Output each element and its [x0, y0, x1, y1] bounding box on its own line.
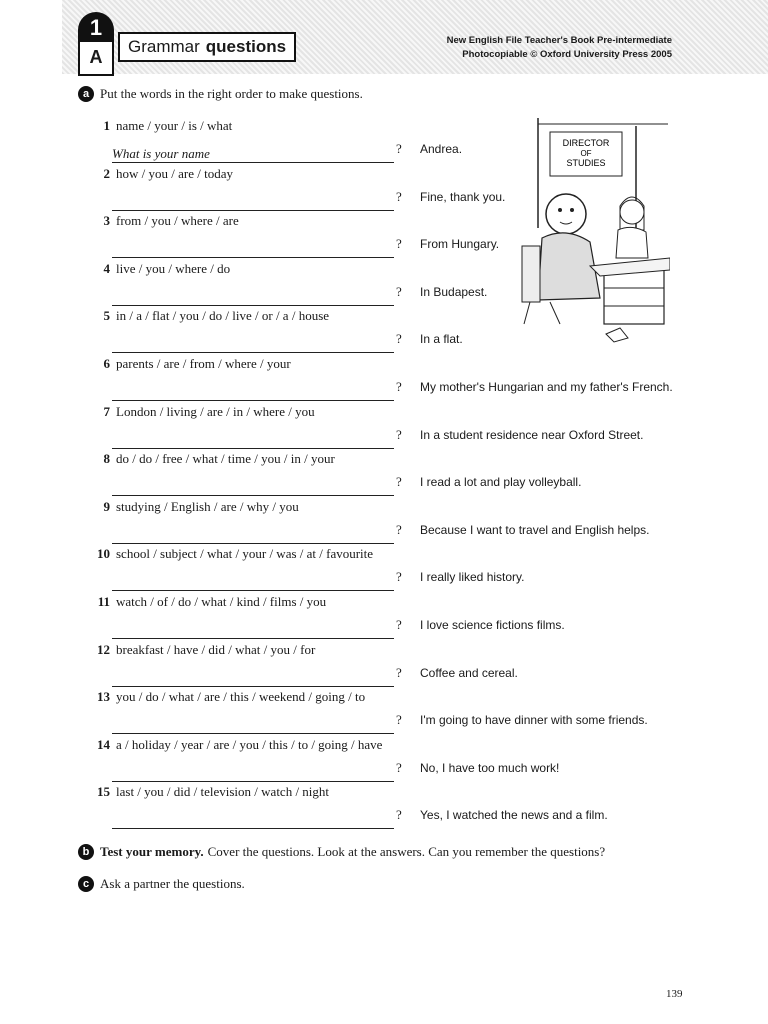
answer-line[interactable]: [112, 196, 394, 211]
section-a-icon: a: [78, 86, 94, 102]
page-number: 139: [666, 988, 683, 1000]
question-mark: ?: [396, 283, 402, 299]
item-number: 4: [103, 260, 110, 276]
item-answer: I'm going to have dinner with some friends.: [420, 713, 648, 728]
item-number: 2: [103, 165, 110, 181]
item-words: breakfast / have / did / what / you / for: [116, 641, 316, 657]
item-answer: In a student residence near Oxford Street.: [420, 427, 644, 442]
publisher-line-1: New English File Teacher's Book Pre-intermediate: [446, 35, 672, 46]
question-mark: ?: [396, 521, 402, 537]
item-answer: My mother's Hungarian and my father's French.: [420, 380, 673, 394]
item-number: 13: [97, 689, 110, 705]
item-answer: In a flat.: [420, 332, 463, 347]
answer-line[interactable]: [112, 481, 394, 496]
answer-line[interactable]: [112, 148, 394, 163]
answer-line[interactable]: [112, 576, 394, 591]
sign-line-2: OF: [580, 149, 592, 158]
unit-letter: A: [78, 42, 114, 76]
answer-line-text: What is your name: [112, 146, 210, 161]
answer-line[interactable]: [112, 243, 394, 258]
answer-line[interactable]: [112, 814, 394, 829]
item-answer: I really liked history.: [420, 570, 525, 585]
section-c-text: Ask a partner the questions.: [100, 876, 245, 891]
answer-line[interactable]: [112, 338, 394, 353]
unit-number: 1: [78, 12, 114, 42]
section-b-heading: [78, 844, 605, 860]
item-words: watch / of / do / what / kind / films / you: [116, 594, 327, 609]
question-mark: ?: [396, 759, 402, 775]
item-words: how / you / are / today: [116, 165, 233, 181]
director-of-studies-illustration: [520, 118, 670, 343]
title-prefix: Grammar: [128, 37, 200, 56]
question-mark: ?: [396, 807, 402, 823]
section-c-icon: c: [78, 876, 94, 892]
item-words: a / holiday / year / are / you / this / to / going / have: [116, 736, 383, 752]
question-mark: ?: [396, 141, 402, 156]
answer-line[interactable]: [112, 386, 394, 401]
question-mark: ?: [396, 426, 402, 442]
section-a-heading: [78, 86, 363, 102]
answer-line[interactable]: [112, 672, 394, 687]
exercise-item: [96, 642, 716, 690]
item-words: parents / are / from / where / your: [116, 356, 291, 371]
item-answer: Coffee and cereal.: [420, 665, 518, 680]
answer-line[interactable]: [112, 719, 394, 734]
question-mark: ?: [396, 474, 402, 490]
exercise-item: [96, 451, 716, 499]
item-words: name / your / is / what: [116, 118, 233, 133]
question-mark: ?: [396, 236, 402, 252]
item-number: 6: [103, 356, 110, 371]
section-c-heading: [78, 876, 245, 892]
exercise-item: [96, 404, 716, 452]
item-words: last / you / did / television / watch / night: [116, 784, 330, 800]
sign-line-3: STUDIES: [566, 158, 606, 168]
answer-line[interactable]: [112, 434, 394, 449]
section-b-text: Cover the questions. Look at the answers. Can you remember the questions?: [207, 844, 606, 859]
item-words: studying / English / are / why / you: [116, 498, 299, 514]
exercise-item: [96, 594, 716, 642]
exercise-item: [96, 546, 716, 594]
question-mark: ?: [396, 617, 402, 632]
title-main: questions: [205, 37, 287, 56]
item-answer: No, I have too much work!: [420, 760, 560, 775]
item-number: 11: [97, 594, 110, 609]
item-number: 14: [97, 736, 110, 752]
exercise-item: [96, 356, 716, 404]
section-b-icon: b: [78, 844, 94, 860]
question-mark: ?: [396, 664, 402, 680]
answer-line[interactable]: [112, 529, 394, 544]
item-answer: From Hungary.: [420, 237, 500, 252]
item-words: London / living / are / in / where / you: [116, 403, 315, 419]
item-number: 12: [97, 641, 110, 657]
section-a-instruction: Put the words in the right order to make questions.: [100, 86, 363, 101]
exercise-item: [96, 499, 716, 547]
item-answer: I read a lot and play volleyball.: [420, 475, 582, 490]
sign-line-1: DIRECTOR: [562, 138, 610, 148]
question-mark: ?: [396, 569, 402, 585]
answer-line[interactable]: [112, 624, 394, 639]
item-answer: Yes, I watched the news and a film.: [420, 808, 608, 823]
item-answer: In Budapest.: [420, 284, 488, 299]
question-mark: ?: [396, 188, 402, 204]
question-mark: ?: [396, 331, 402, 347]
question-mark: ?: [396, 379, 402, 394]
item-words: from / you / where / are: [116, 213, 239, 229]
question-mark: ?: [396, 712, 402, 728]
item-words: you / do / what / are / this / weekend / going / to: [116, 689, 366, 705]
answer-line[interactable]: [112, 291, 394, 306]
item-number: 1: [103, 118, 110, 133]
item-number: 3: [103, 213, 110, 229]
item-number: 10: [97, 546, 110, 562]
item-words: in / a / flat / you / do / live / or / a / house: [116, 308, 330, 324]
item-words: school / subject / what / your / was / at / favourite: [116, 546, 374, 562]
item-number: 5: [103, 308, 110, 324]
item-words: live / you / where / do: [116, 260, 231, 276]
exercise-item: [96, 784, 716, 832]
item-answer: Fine, thank you.: [420, 189, 506, 204]
item-number: 15: [97, 784, 110, 800]
answer-line[interactable]: [112, 767, 394, 782]
item-answer: I love science fictions films.: [420, 618, 565, 632]
item-number: 9: [103, 498, 110, 514]
exercise-item: [96, 689, 716, 737]
publisher-line-2: Photocopiable © Oxford University Press 2005: [462, 49, 672, 60]
unit-badge: [70, 12, 122, 67]
item-number: 7: [103, 403, 110, 419]
item-answer: Because I want to travel and English helps.: [420, 522, 650, 537]
item-words: do / do / free / what / time / you / in / your: [116, 451, 335, 467]
item-number: 8: [103, 451, 110, 467]
page-title: [118, 32, 296, 62]
section-b-bold: Test your memory.: [100, 844, 204, 859]
publisher-info: [447, 34, 672, 62]
exercise-item: [96, 737, 716, 785]
item-answer: Andrea.: [420, 142, 463, 156]
